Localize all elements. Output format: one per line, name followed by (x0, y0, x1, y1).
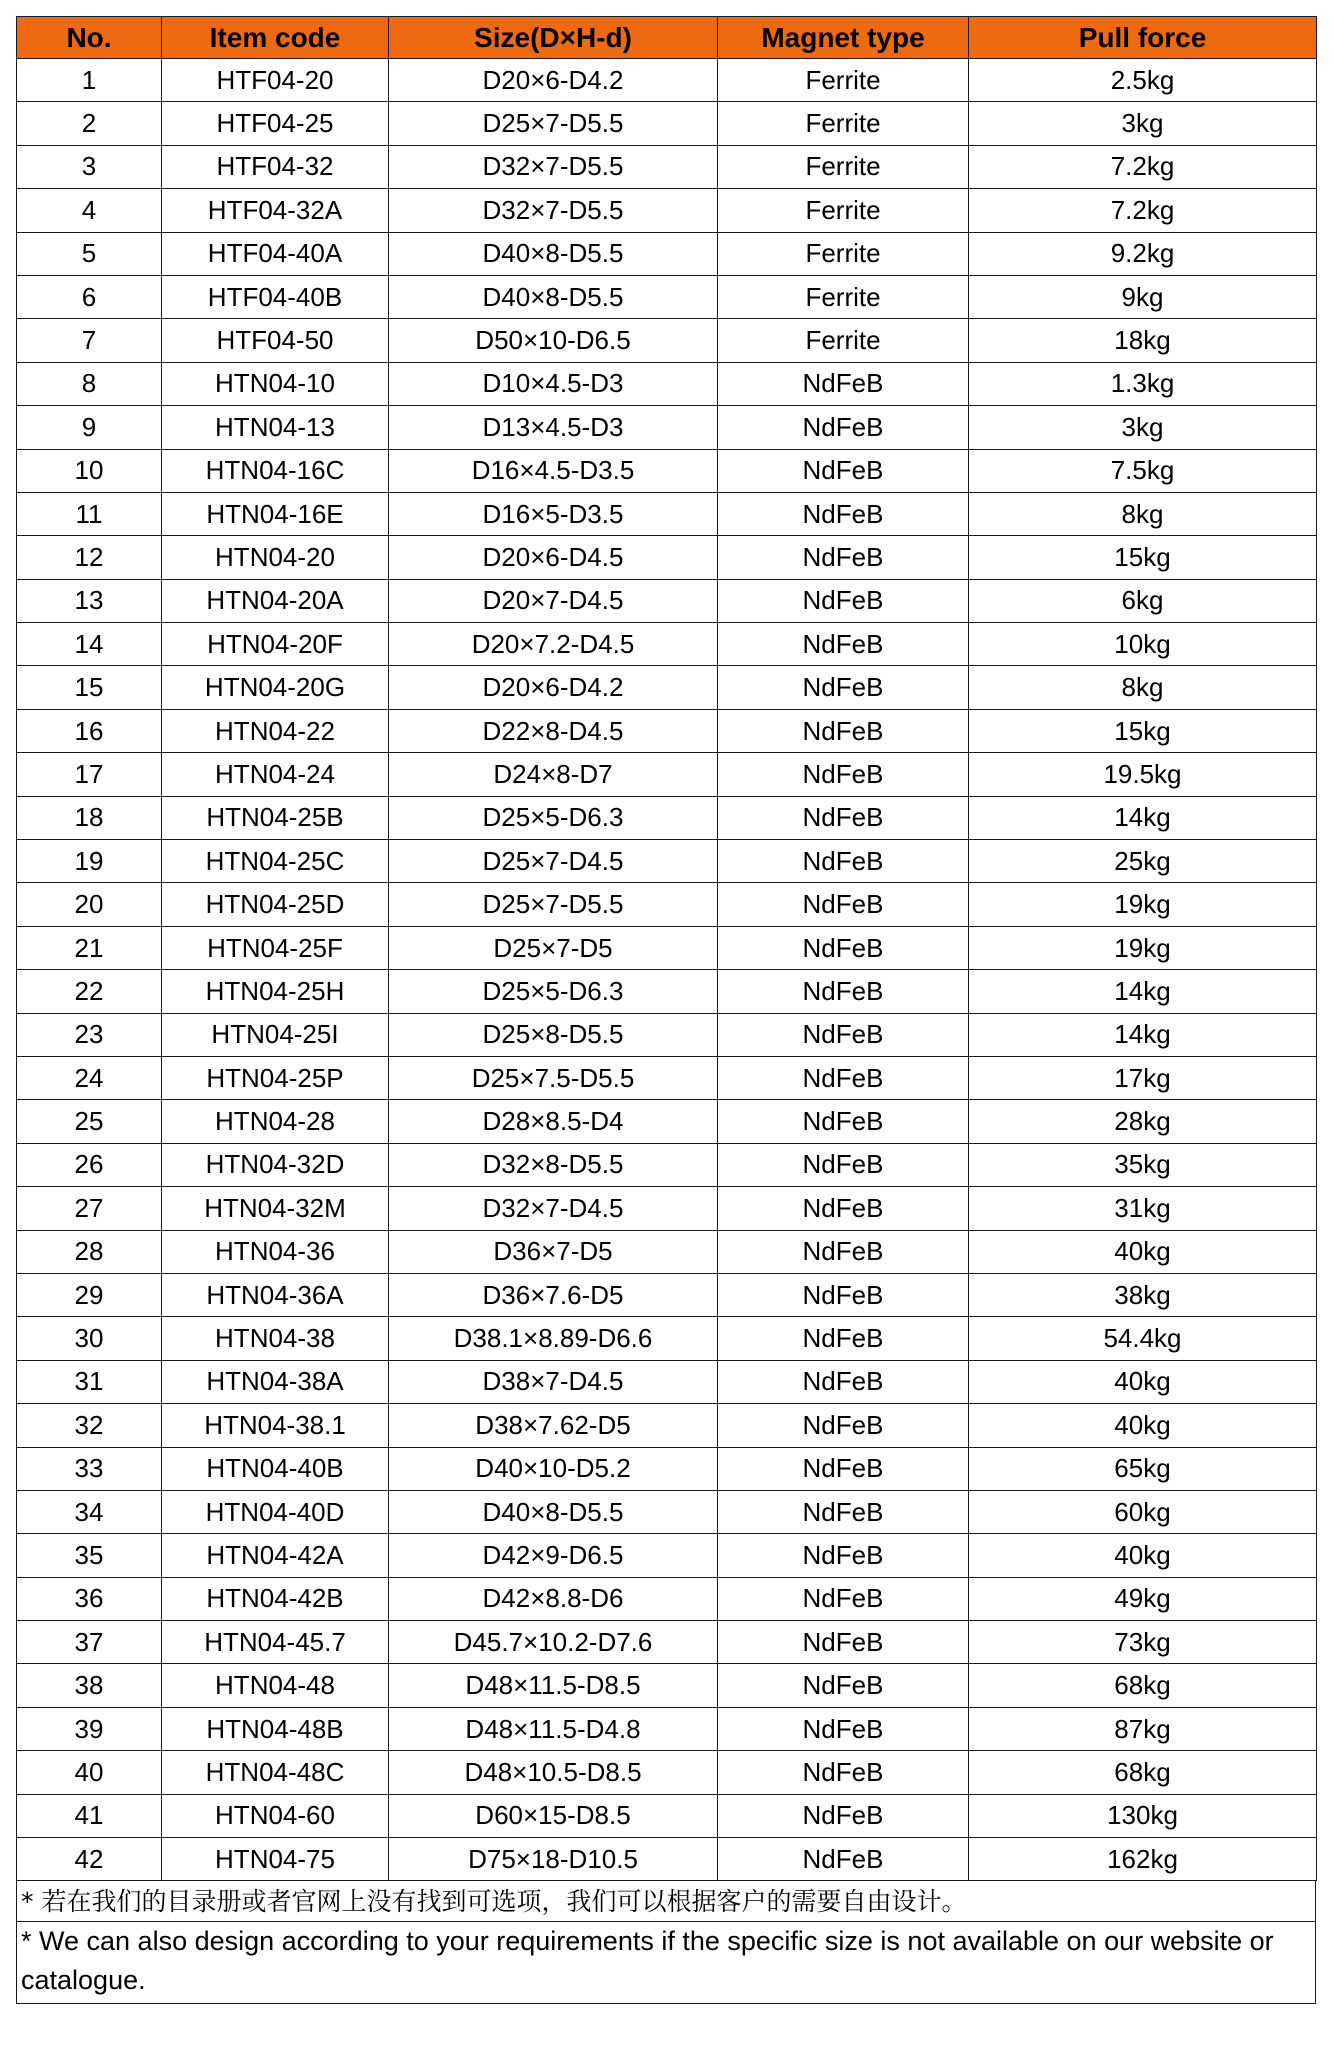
cell-magnet-type: NdFeB (718, 362, 969, 405)
table-body (17, 59, 1317, 1881)
cell-size: D60×15-D8.5 (389, 1794, 718, 1837)
cell-no: 13 (17, 579, 162, 622)
header-pull-force: Pull force (969, 17, 1317, 59)
cell-no: 23 (17, 1013, 162, 1056)
table-row (17, 1100, 1317, 1143)
table-row (17, 1230, 1317, 1273)
cell-pull-force: 8kg (969, 492, 1317, 535)
cell-pull-force: 73kg (969, 1621, 1317, 1664)
cell-pull-force: 7.5kg (969, 449, 1317, 492)
cell-no: 10 (17, 449, 162, 492)
cell-magnet-type: NdFeB (718, 1751, 969, 1794)
cell-item-code: HTN04-32M (162, 1187, 389, 1230)
cell-no: 20 (17, 883, 162, 926)
cell-magnet-type: NdFeB (718, 449, 969, 492)
cell-magnet-type: NdFeB (718, 926, 969, 969)
cell-item-code: HTN04-25I (162, 1013, 389, 1056)
cell-size: D20×6-D4.5 (389, 536, 718, 579)
cell-size: D13×4.5-D3 (389, 406, 718, 449)
table-row (17, 1404, 1317, 1447)
table-row (17, 1013, 1317, 1056)
cell-magnet-type: NdFeB (718, 1534, 969, 1577)
cell-size: D16×5-D3.5 (389, 492, 718, 535)
cell-no: 3 (17, 145, 162, 188)
cell-magnet-type: NdFeB (718, 1447, 969, 1490)
cell-size: D42×9-D6.5 (389, 1534, 718, 1577)
cell-magnet-type: NdFeB (718, 1360, 969, 1403)
table-row (17, 840, 1317, 883)
cell-magnet-type: Ferrite (718, 189, 969, 232)
cell-item-code: HTN04-25F (162, 926, 389, 969)
cell-pull-force: 3kg (969, 406, 1317, 449)
cell-size: D20×7.2-D4.5 (389, 623, 718, 666)
cell-magnet-type: NdFeB (718, 623, 969, 666)
table-row (17, 1143, 1317, 1186)
cell-magnet-type: NdFeB (718, 796, 969, 839)
table-row (17, 1187, 1317, 1230)
cell-size: D25×7-D5.5 (389, 883, 718, 926)
cell-size: D25×5-D6.3 (389, 796, 718, 839)
cell-no: 26 (17, 1143, 162, 1186)
cell-size: D40×8-D5.5 (389, 1490, 718, 1533)
cell-item-code: HTN04-28 (162, 1100, 389, 1143)
cell-item-code: HTN04-48C (162, 1751, 389, 1794)
cell-size: D25×7-D4.5 (389, 840, 718, 883)
cell-magnet-type: NdFeB (718, 1273, 969, 1316)
cell-magnet-type: NdFeB (718, 1838, 969, 1881)
cell-magnet-type: NdFeB (718, 1794, 969, 1837)
cell-item-code: HTN04-42A (162, 1534, 389, 1577)
cell-pull-force: 2.5kg (969, 59, 1317, 102)
cell-magnet-type: NdFeB (718, 753, 969, 796)
cell-magnet-type: Ferrite (718, 319, 969, 362)
cell-no: 14 (17, 623, 162, 666)
cell-item-code: HTN04-36 (162, 1230, 389, 1273)
cell-size: D16×4.5-D3.5 (389, 449, 718, 492)
table-row (17, 1534, 1317, 1577)
cell-item-code: HTN04-20 (162, 536, 389, 579)
table-row (17, 1317, 1317, 1360)
table-row (17, 1490, 1317, 1533)
cell-pull-force: 19kg (969, 883, 1317, 926)
table-row (17, 189, 1317, 232)
cell-pull-force: 60kg (969, 1490, 1317, 1533)
cell-no: 40 (17, 1751, 162, 1794)
table-row (17, 1621, 1317, 1664)
cell-no: 31 (17, 1360, 162, 1403)
cell-magnet-type: NdFeB (718, 1230, 969, 1273)
cell-magnet-type: NdFeB (718, 1056, 969, 1099)
cell-no: 24 (17, 1056, 162, 1099)
cell-pull-force: 14kg (969, 970, 1317, 1013)
cell-no: 37 (17, 1621, 162, 1664)
cell-no: 38 (17, 1664, 162, 1707)
cell-size: D20×6-D4.2 (389, 59, 718, 102)
cell-magnet-type: NdFeB (718, 1100, 969, 1143)
cell-size: D40×10-D5.2 (389, 1447, 718, 1490)
cell-item-code: HTN04-13 (162, 406, 389, 449)
table-header (17, 17, 1317, 59)
cell-magnet-type: Ferrite (718, 102, 969, 145)
table-row (17, 1447, 1317, 1490)
cell-no: 6 (17, 275, 162, 318)
cell-size: D10×4.5-D3 (389, 362, 718, 405)
spec-sheet (16, 16, 1316, 2004)
cell-pull-force: 10kg (969, 623, 1317, 666)
cell-item-code: HTN04-38.1 (162, 1404, 389, 1447)
cell-pull-force: 17kg (969, 1056, 1317, 1099)
table-row (17, 1707, 1317, 1750)
cell-item-code: HTN04-22 (162, 709, 389, 752)
cell-item-code: HTN04-25D (162, 883, 389, 926)
cell-pull-force: 7.2kg (969, 145, 1317, 188)
cell-size: D45.7×10.2-D7.6 (389, 1621, 718, 1664)
cell-pull-force: 31kg (969, 1187, 1317, 1230)
table-row (17, 796, 1317, 839)
cell-pull-force: 40kg (969, 1404, 1317, 1447)
table-row (17, 666, 1317, 709)
cell-magnet-type: NdFeB (718, 1143, 969, 1186)
cell-size: D20×6-D4.2 (389, 666, 718, 709)
cell-magnet-type: NdFeB (718, 1664, 969, 1707)
cell-size: D40×8-D5.5 (389, 232, 718, 275)
cell-item-code: HTF04-32 (162, 145, 389, 188)
note-english: * We can also design according to your requirements if the specific size is not available on our website or catalogue. (16, 1922, 1316, 2004)
cell-no: 41 (17, 1794, 162, 1837)
table-row (17, 1360, 1317, 1403)
header-item-code: Item code (162, 17, 389, 59)
cell-pull-force: 38kg (969, 1273, 1317, 1316)
cell-no: 28 (17, 1230, 162, 1273)
cell-item-code: HTN04-20F (162, 623, 389, 666)
table-row (17, 145, 1317, 188)
cell-size: D32×7-D4.5 (389, 1187, 718, 1230)
cell-size: D28×8.5-D4 (389, 1100, 718, 1143)
table-row (17, 883, 1317, 926)
cell-size: D36×7-D5 (389, 1230, 718, 1273)
cell-item-code: HTF04-32A (162, 189, 389, 232)
cell-pull-force: 87kg (969, 1707, 1317, 1750)
cell-size: D25×5-D6.3 (389, 970, 718, 1013)
cell-no: 7 (17, 319, 162, 362)
cell-no: 29 (17, 1273, 162, 1316)
cell-magnet-type: NdFeB (718, 1577, 969, 1620)
cell-item-code: HTN04-75 (162, 1838, 389, 1881)
table-row (17, 1751, 1317, 1794)
cell-size: D48×11.5-D8.5 (389, 1664, 718, 1707)
cell-item-code: HTN04-42B (162, 1577, 389, 1620)
cell-pull-force: 14kg (969, 1013, 1317, 1056)
cell-pull-force: 40kg (969, 1534, 1317, 1577)
cell-no: 1 (17, 59, 162, 102)
cell-size: D38.1×8.89-D6.6 (389, 1317, 718, 1360)
cell-magnet-type: Ferrite (718, 59, 969, 102)
cell-item-code: HTN04-24 (162, 753, 389, 796)
cell-size: D40×8-D5.5 (389, 275, 718, 318)
cell-item-code: HTF04-50 (162, 319, 389, 362)
cell-magnet-type: NdFeB (718, 1187, 969, 1230)
table-row (17, 926, 1317, 969)
cell-item-code: HTN04-48 (162, 1664, 389, 1707)
cell-no: 17 (17, 753, 162, 796)
cell-item-code: HTN04-38 (162, 1317, 389, 1360)
cell-no: 35 (17, 1534, 162, 1577)
cell-item-code: HTN04-60 (162, 1794, 389, 1837)
cell-pull-force: 9kg (969, 275, 1317, 318)
cell-item-code: HTN04-36A (162, 1273, 389, 1316)
cell-size: D32×7-D5.5 (389, 145, 718, 188)
cell-pull-force: 6kg (969, 579, 1317, 622)
table-row (17, 536, 1317, 579)
cell-item-code: HTN04-38A (162, 1360, 389, 1403)
cell-item-code: HTF04-25 (162, 102, 389, 145)
cell-pull-force: 68kg (969, 1751, 1317, 1794)
table-row (17, 579, 1317, 622)
cell-no: 5 (17, 232, 162, 275)
cell-no: 18 (17, 796, 162, 839)
cell-item-code: HTN04-40B (162, 1447, 389, 1490)
table-row (17, 1056, 1317, 1099)
cell-item-code: HTN04-10 (162, 362, 389, 405)
cell-magnet-type: NdFeB (718, 840, 969, 883)
cell-pull-force: 1.3kg (969, 362, 1317, 405)
cell-item-code: HTN04-48B (162, 1707, 389, 1750)
cell-pull-force: 25kg (969, 840, 1317, 883)
cell-no: 30 (17, 1317, 162, 1360)
cell-no: 25 (17, 1100, 162, 1143)
table-row (17, 319, 1317, 362)
cell-item-code: HTN04-25B (162, 796, 389, 839)
cell-no: 19 (17, 840, 162, 883)
cell-size: D38×7-D4.5 (389, 1360, 718, 1403)
cell-pull-force: 18kg (969, 319, 1317, 362)
cell-size: D75×18-D10.5 (389, 1838, 718, 1881)
table-row (17, 1794, 1317, 1837)
table-row (17, 449, 1317, 492)
cell-size: D50×10-D6.5 (389, 319, 718, 362)
cell-magnet-type: NdFeB (718, 1490, 969, 1533)
header-magnet-type: Magnet type (718, 17, 969, 59)
cell-pull-force: 14kg (969, 796, 1317, 839)
cell-no: 2 (17, 102, 162, 145)
cell-magnet-type: NdFeB (718, 1621, 969, 1664)
cell-no: 36 (17, 1577, 162, 1620)
cell-no: 39 (17, 1707, 162, 1750)
table-row (17, 970, 1317, 1013)
cell-no: 27 (17, 1187, 162, 1230)
cell-size: D25×7.5-D5.5 (389, 1056, 718, 1099)
cell-size: D25×7-D5.5 (389, 102, 718, 145)
cell-magnet-type: NdFeB (718, 1013, 969, 1056)
cell-pull-force: 65kg (969, 1447, 1317, 1490)
cell-magnet-type: NdFeB (718, 970, 969, 1013)
notes (16, 1881, 1316, 2004)
cell-magnet-type: Ferrite (718, 232, 969, 275)
table-row (17, 753, 1317, 796)
cell-no: 34 (17, 1490, 162, 1533)
table-row (17, 362, 1317, 405)
table-row (17, 232, 1317, 275)
table-row (17, 59, 1317, 102)
cell-size: D38×7.62-D5 (389, 1404, 718, 1447)
cell-pull-force: 15kg (969, 709, 1317, 752)
cell-pull-force: 19kg (969, 926, 1317, 969)
cell-item-code: HTN04-16C (162, 449, 389, 492)
cell-magnet-type: NdFeB (718, 579, 969, 622)
cell-no: 16 (17, 709, 162, 752)
cell-no: 22 (17, 970, 162, 1013)
table-row (17, 1664, 1317, 1707)
table-row (17, 406, 1317, 449)
header-size: Size(D×H-d) (389, 17, 718, 59)
table-row (17, 1838, 1317, 1881)
table-row (17, 492, 1317, 535)
cell-no: 42 (17, 1838, 162, 1881)
header-no: No. (17, 17, 162, 59)
cell-no: 33 (17, 1447, 162, 1490)
table-row (17, 1273, 1317, 1316)
cell-magnet-type: NdFeB (718, 1707, 969, 1750)
cell-pull-force: 3kg (969, 102, 1317, 145)
cell-size: D48×10.5-D8.5 (389, 1751, 718, 1794)
cell-no: 8 (17, 362, 162, 405)
header-row (17, 17, 1317, 59)
cell-no: 32 (17, 1404, 162, 1447)
cell-item-code: HTN04-40D (162, 1490, 389, 1533)
cell-item-code: HTF04-20 (162, 59, 389, 102)
cell-no: 21 (17, 926, 162, 969)
cell-pull-force: 40kg (969, 1360, 1317, 1403)
cell-size: D32×8-D5.5 (389, 1143, 718, 1186)
cell-item-code: HTN04-20G (162, 666, 389, 709)
cell-magnet-type: NdFeB (718, 536, 969, 579)
cell-magnet-type: NdFeB (718, 492, 969, 535)
cell-size: D22×8-D4.5 (389, 709, 718, 752)
cell-magnet-type: NdFeB (718, 1404, 969, 1447)
cell-magnet-type: NdFeB (718, 666, 969, 709)
cell-item-code: HTN04-25C (162, 840, 389, 883)
cell-pull-force: 49kg (969, 1577, 1317, 1620)
cell-no: 12 (17, 536, 162, 579)
product-spec-table (16, 16, 1317, 1881)
cell-pull-force: 8kg (969, 666, 1317, 709)
table-row (17, 709, 1317, 752)
table-row (17, 1577, 1317, 1620)
cell-pull-force: 54.4kg (969, 1317, 1317, 1360)
cell-size: D24×8-D7 (389, 753, 718, 796)
cell-magnet-type: NdFeB (718, 1317, 969, 1360)
cell-no: 11 (17, 492, 162, 535)
cell-magnet-type: NdFeB (718, 883, 969, 926)
cell-size: D32×7-D5.5 (389, 189, 718, 232)
cell-item-code: HTF04-40B (162, 275, 389, 318)
cell-magnet-type: NdFeB (718, 406, 969, 449)
cell-pull-force: 15kg (969, 536, 1317, 579)
cell-item-code: HTN04-32D (162, 1143, 389, 1186)
cell-item-code: HTN04-45.7 (162, 1621, 389, 1664)
cell-size: D20×7-D4.5 (389, 579, 718, 622)
cell-no: 4 (17, 189, 162, 232)
cell-magnet-type: NdFeB (718, 709, 969, 752)
cell-pull-force: 35kg (969, 1143, 1317, 1186)
cell-pull-force: 40kg (969, 1230, 1317, 1273)
cell-magnet-type: Ferrite (718, 275, 969, 318)
cell-size: D36×7.6-D5 (389, 1273, 718, 1316)
table-row (17, 623, 1317, 666)
cell-item-code: HTN04-20A (162, 579, 389, 622)
cell-item-code: HTN04-25P (162, 1056, 389, 1099)
table-row (17, 275, 1317, 318)
cell-pull-force: 28kg (969, 1100, 1317, 1143)
cell-pull-force: 7.2kg (969, 189, 1317, 232)
note-chinese: * 若在我们的目录册或者官网上没有找到可选项，我们可以根据客户的需要自由设计。 (16, 1881, 1316, 1922)
cell-no: 9 (17, 406, 162, 449)
cell-pull-force: 9.2kg (969, 232, 1317, 275)
cell-item-code: HTN04-16E (162, 492, 389, 535)
cell-item-code: HTN04-25H (162, 970, 389, 1013)
cell-pull-force: 162kg (969, 1838, 1317, 1881)
cell-pull-force: 130kg (969, 1794, 1317, 1837)
cell-magnet-type: Ferrite (718, 145, 969, 188)
cell-item-code: HTF04-40A (162, 232, 389, 275)
cell-size: D25×8-D5.5 (389, 1013, 718, 1056)
cell-size: D42×8.8-D6 (389, 1577, 718, 1620)
table-row (17, 102, 1317, 145)
cell-pull-force: 68kg (969, 1664, 1317, 1707)
cell-no: 15 (17, 666, 162, 709)
cell-size: D48×11.5-D4.8 (389, 1707, 718, 1750)
cell-size: D25×7-D5 (389, 926, 718, 969)
cell-pull-force: 19.5kg (969, 753, 1317, 796)
